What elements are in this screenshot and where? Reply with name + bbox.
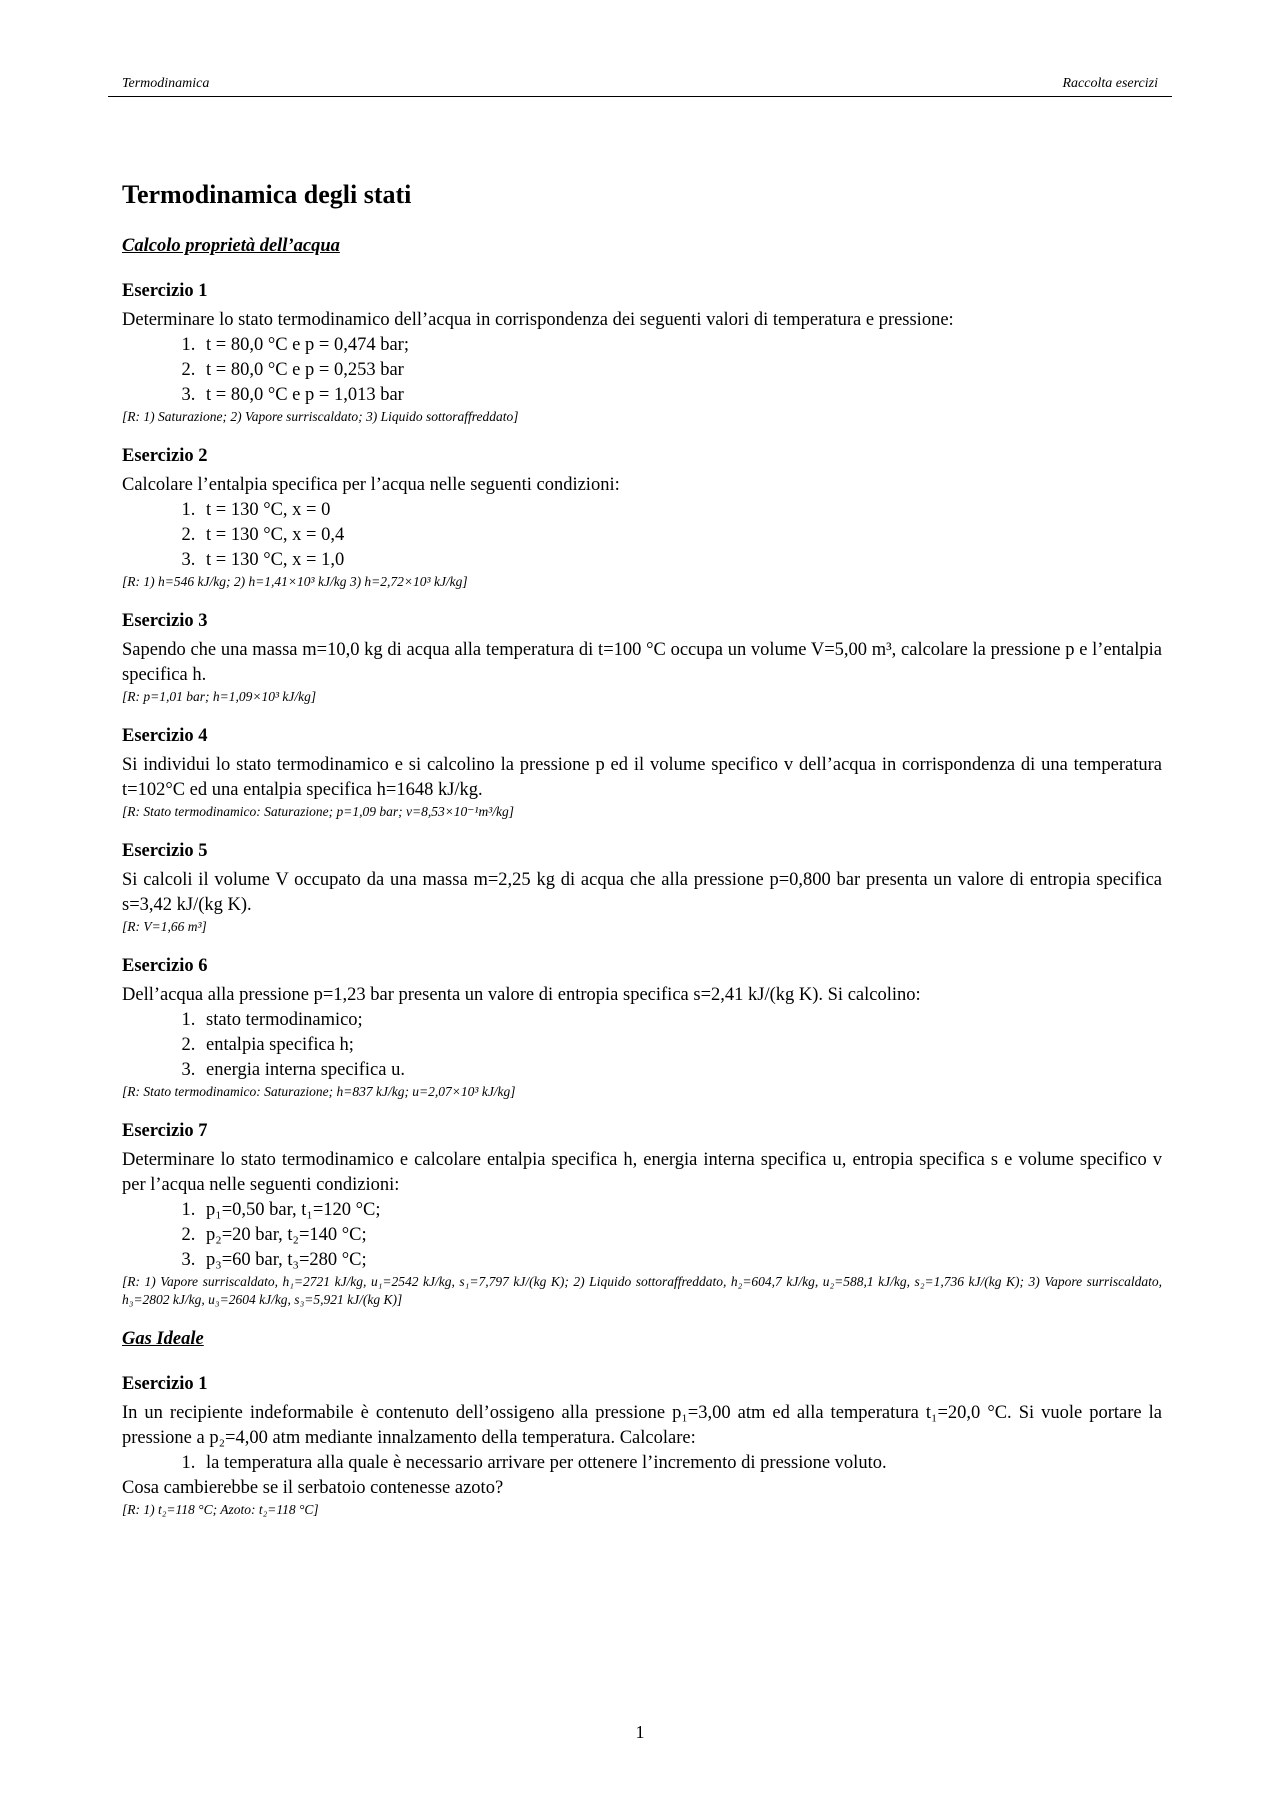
exercise-title: Esercizio 6 [122, 956, 208, 976]
list-item: 2. t = 130 °C, x = 0,4 [200, 523, 1162, 548]
list-item: 2. entalpia specifica h; [200, 1033, 1162, 1058]
page-content [122, 178, 1162, 1537]
exercise-list [122, 1198, 1162, 1273]
exercise-title: Esercizio 1 [122, 1374, 208, 1394]
exercise-text: In un recipiente indeformabile è contenuto dell’ossigeno alla pressione p₁=3,00 atm ed alla temperatura t₁=20,0 °C. Si vuole portare la pressione a p₂=4,00 atm mediante innalzamento della temperatura. Calcolare: [122, 1403, 1162, 1448]
page-title: Termodinamica degli stati [122, 180, 412, 209]
exercise-list [122, 1451, 1162, 1476]
exercise [122, 1119, 1162, 1309]
list-item: 1. t = 80,0 °C e p = 0,474 bar; [200, 333, 1162, 358]
exercise [122, 444, 1162, 591]
list-item: 1. stato termodinamico; [200, 1008, 1162, 1033]
header-right: Raccolta esercizi [1062, 76, 1158, 91]
list-item: 3. p₃=60 bar, t₃=280 °C; [200, 1248, 1162, 1273]
list-item: 2. t = 80,0 °C e p = 0,253 bar [200, 358, 1162, 383]
exercise-list [122, 498, 1162, 573]
exercise-text: Dell’acqua alla pressione p=1,23 bar presenta un valore di entropia specifica s=2,41 kJ/(kg K). Si calcolino: [122, 985, 921, 1005]
exercise-answer: [R: 1) t₂=118 °C; Azoto: t₂=118 °C] [122, 1502, 319, 1517]
exercise [122, 279, 1162, 426]
list-item: 3. energia interna specifica u. [200, 1058, 1162, 1083]
exercise-answer: [R: 1) Vapore surriscaldato, h₁=2721 kJ/kg, u₁=2542 kJ/kg, s₁=7,797 kJ/(kg K); 2) Liquido sottoraffreddato, h₂=604,7 kJ/kg, u₂=588,1 kJ/kg, s₂=1,736 kJ/(kg K); 3) Vapore surriscaldato, h₃=2802 kJ/kg, u₃=2604 kJ/kg, s₃=5,921 kJ/(kg K)] [122, 1274, 1162, 1307]
exercise [122, 1372, 1162, 1519]
section-title: Gas Ideale [122, 1329, 204, 1349]
page-header [108, 76, 1172, 97]
exercise [122, 839, 1162, 936]
list-item: 2. p₂=20 bar, t₂=140 °C; [200, 1223, 1162, 1248]
list-item: 3. t = 130 °C, x = 1,0 [200, 548, 1162, 573]
exercise [122, 724, 1162, 821]
exercise-answer: [R: Stato termodinamico: Saturazione; p=1,09 bar; v=8,53×10⁻¹m³/kg] [122, 804, 515, 819]
header-left: Termodinamica [122, 76, 210, 91]
exercise-text: Si individui lo stato termodinamico e si calcolino la pressione p ed il volume specifico v dell’acqua in corrispondenza di una temperatura t=102°C ed una entalpia specifica h=1648 kJ/kg. [122, 755, 1162, 800]
exercise-text: Si calcoli il volume V occupato da una massa m=2,25 kg di acqua che alla pressione p=0,800 bar presenta un valore di entropia specifica s=3,42 kJ/(kg K). [122, 870, 1162, 915]
exercise-answer: [R: 1) h=546 kJ/kg; 2) h=1,41×10³ kJ/kg 3) h=2,72×10³ kJ/kg] [122, 574, 468, 589]
exercise [122, 954, 1162, 1101]
list-item: 1. t = 130 °C, x = 0 [200, 498, 1162, 523]
list-item: 3. t = 80,0 °C e p = 1,013 bar [200, 383, 1162, 408]
page-number: 1 [635, 1722, 645, 1742]
exercise-title: Esercizio 3 [122, 611, 208, 631]
exercise-text: Determinare lo stato termodinamico e calcolare entalpia specifica h, energia interna specifica u, entropia specifica s e volume specifico v per l’acqua nelle seguenti condizioni: [122, 1150, 1162, 1195]
exercise-answer: [R: V=1,66 m³] [122, 919, 207, 934]
exercise-title: Esercizio 5 [122, 841, 208, 861]
exercise-answer: [R: p=1,01 bar; h=1,09×10³ kJ/kg] [122, 689, 317, 704]
exercise-followup: Cosa cambierebbe se il serbatoio contenesse azoto? [122, 1478, 504, 1498]
exercise-title: Esercizio 4 [122, 726, 208, 746]
exercise-answer: [R: Stato termodinamico: Saturazione; h=837 kJ/kg; u=2,07×10³ kJ/kg] [122, 1084, 516, 1099]
exercise-text: Calcolare l’entalpia specifica per l’acqua nelle seguenti condizioni: [122, 475, 620, 495]
list-item: 1. la temperatura alla quale è necessario arrivare per ottenere l’incremento di pressione voluto. [200, 1451, 1162, 1476]
exercise-title: Esercizio 2 [122, 446, 208, 466]
exercise-title: Esercizio 1 [122, 281, 208, 301]
exercise [122, 609, 1162, 706]
exercise-title: Esercizio 7 [122, 1121, 208, 1141]
exercise-text: Determinare lo stato termodinamico dell’acqua in corrispondenza dei seguenti valori di temperatura e pressione: [122, 310, 954, 330]
exercise-list [122, 333, 1162, 408]
exercise-answer: [R: 1) Saturazione; 2) Vapore surriscaldato; 3) Liquido sottoraffreddato] [122, 409, 519, 424]
section-title: Calcolo proprietà dell’acqua [122, 236, 340, 256]
list-item: 1. p₁=0,50 bar, t₁=120 °C; [200, 1198, 1162, 1223]
exercise-text: Sapendo che una massa m=10,0 kg di acqua alla temperatura di t=100 °C occupa un volume V=5,00 m³, calcolare la pressione p e l’entalpia specifica h. [122, 640, 1162, 685]
exercise-list [122, 1008, 1162, 1083]
